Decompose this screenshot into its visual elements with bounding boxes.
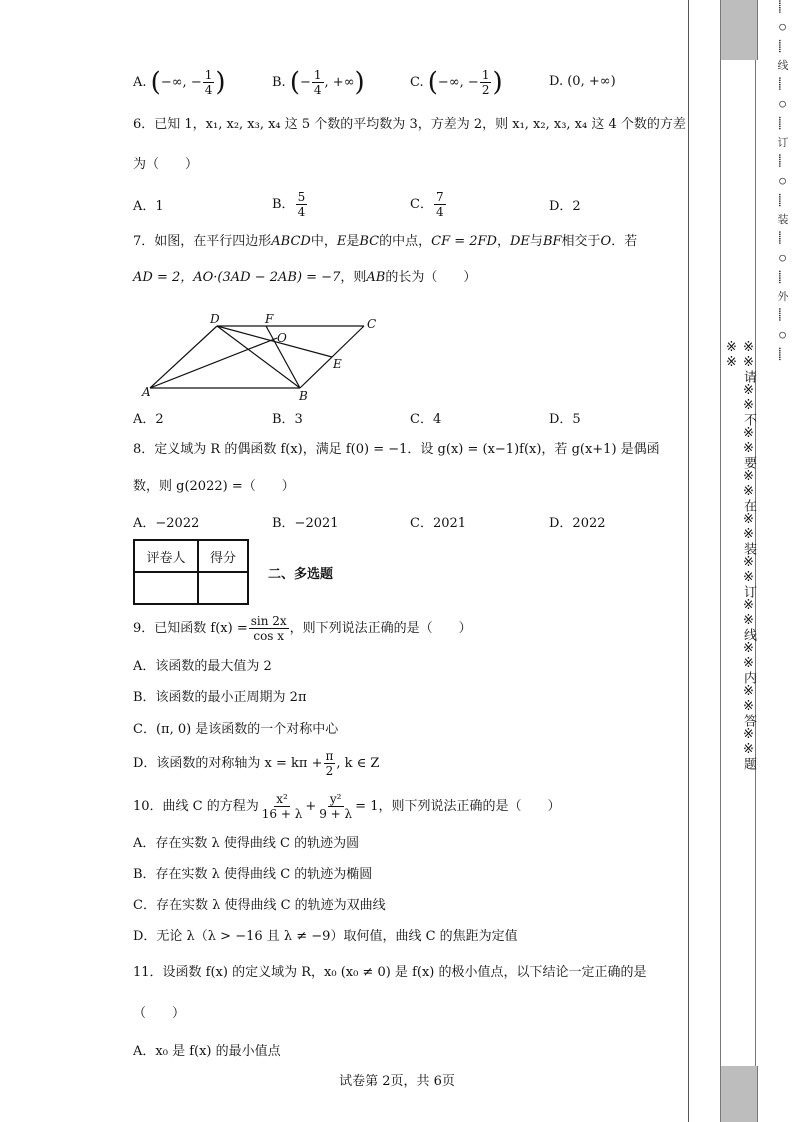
q8-stem-line1: 8．定义域为 R 的偶函数 f(x)，满足 f(0) = −1．设 g(x) = (x−1)f(x)，若 g(x+1) 是偶函 xyxy=(133,442,660,457)
page-footer: 试卷第 2页，共 6页 xyxy=(339,1074,455,1089)
binding-strip-top xyxy=(720,0,758,60)
q8-option-c: C．2021 xyxy=(410,516,467,531)
q7-option-c: C．4 xyxy=(410,412,442,427)
q11-option-a: A．x₀ 是 f(x) 的最小值点 xyxy=(133,1044,281,1059)
q8-option-b: B．−2021 xyxy=(272,516,339,531)
label-E: E xyxy=(333,357,342,371)
q7-option-d: D．5 xyxy=(549,412,581,427)
score-table-grader-header: 评卷人 xyxy=(134,540,198,572)
binding-strip-bottom xyxy=(720,1066,758,1122)
label-B: B xyxy=(299,389,308,402)
label-O: O xyxy=(277,331,287,345)
q5-option-d: D. (0, +∞) xyxy=(549,74,616,89)
q6-option-b: B． $\frac{5}{4}$ xyxy=(272,190,306,219)
q9-stem: 9．已知函数 f(x) = $\frac{\sin 2x}{\text{cos x}}$ ，则下列说法正确的是（ ） xyxy=(133,614,472,643)
binding-margin-border xyxy=(688,0,689,1122)
section-title-multiple-choice: 二、多选题 xyxy=(268,567,334,582)
q7-option-a: A．2 xyxy=(133,412,164,427)
q9-option-c: C．(π, 0) 是该函数的一个对称中心 xyxy=(133,722,339,737)
q7-option-b: B．3 xyxy=(272,412,303,427)
q9-option-b: B．该函数的最小正周期为 2π xyxy=(133,690,307,705)
label-F: F xyxy=(265,312,274,326)
binding-warning-text: ※※请※※不※※要※※在※※装※※订※※线※※内※※答※※题※※ xyxy=(724,340,756,770)
score-table-score-cell[interactable] xyxy=(198,572,248,604)
q6-stem-line1: 6．已知 1，x₁, x₂, x₃, x₄ 这 5 个数的平均数为 3，方差为 2，则 x₁, x₂, x₃, x₄ 这 4 个数的方差 xyxy=(133,117,686,132)
q5-option-b: B. (− $\frac{1}{4}$ , +∞) xyxy=(272,67,365,98)
q8-option-d: D．2022 xyxy=(549,516,606,531)
label-D: D xyxy=(210,312,220,326)
label-A: A xyxy=(142,385,151,399)
binding-cut-line: …… ○ …… 线 …… ○ …… 订 …… ○ …… 装 …… ○ …… 外 …… ○ …… xyxy=(776,0,789,361)
q5-option-c: C. (−∞, − $\frac{1}{2}$ ) xyxy=(410,67,503,98)
label-C: C xyxy=(367,317,377,331)
parallelogram-figure xyxy=(140,310,380,402)
q9-option-a: A．该函数的最大值为 2 xyxy=(133,659,272,674)
q8-option-a: A．−2022 xyxy=(133,516,200,531)
q6-option-d: D．2 xyxy=(549,199,581,214)
score-table-score-header: 得分 xyxy=(198,540,248,572)
q6-option-c: C． $\frac{7}{4}$ xyxy=(410,190,444,219)
q7-stem-line2: AD = 2，AO·(3AD − 2AB) = −7，则AB的长为（ ） xyxy=(133,270,477,285)
q11-stem-line1: 11．设函数 f(x) 的定义域为 R，x₀ (x₀ ≠ 0) 是 f(x) 的极小值点，以下结论一定正确的是 xyxy=(133,965,647,980)
q10-option-c: C．存在实数 λ 使得曲线 C 的轨迹为双曲线 xyxy=(133,898,386,913)
q7-stem-line1: 7．如图，在平行四边形ABCD中，E是BC的中点，CF = 2FD，DE与BF相交于O．若 xyxy=(133,234,638,249)
q10-option-d: D．无论 λ（λ > −16 且 λ ≠ −9）取何值，曲线 C 的焦距为定值 xyxy=(133,929,518,944)
q10-option-a: A．存在实数 λ 使得曲线 C 的轨迹为圆 xyxy=(133,836,360,851)
score-table-grader-cell[interactable] xyxy=(134,572,198,604)
score-table xyxy=(133,539,249,605)
q10-option-b: B．存在实数 λ 使得曲线 C 的轨迹为椭圆 xyxy=(133,867,373,882)
q8-stem-line2: 数，则 g(2022) =（ ） xyxy=(133,479,295,494)
q9-option-d: D．该函数的对称轴为 x = kπ + $\frac{\pi}{2}$ , k ∈ Z xyxy=(133,749,380,778)
q10-stem: 10．曲线 C 的方程为 $\frac{\text{x²}}{16 + \lambda}$ + $\frac{\text{y²}}{9 + \lambda}$ = 1，则下列说法正确的是（ ） xyxy=(133,792,561,821)
q5-option-a: A. (−∞, − $\frac{1}{4}$ ) xyxy=(133,67,226,98)
q11-stem-line2: （ ） xyxy=(133,1006,186,1021)
q6-option-a: A．1 xyxy=(133,199,164,214)
q6-stem-line2: 为（ ） xyxy=(133,157,199,172)
